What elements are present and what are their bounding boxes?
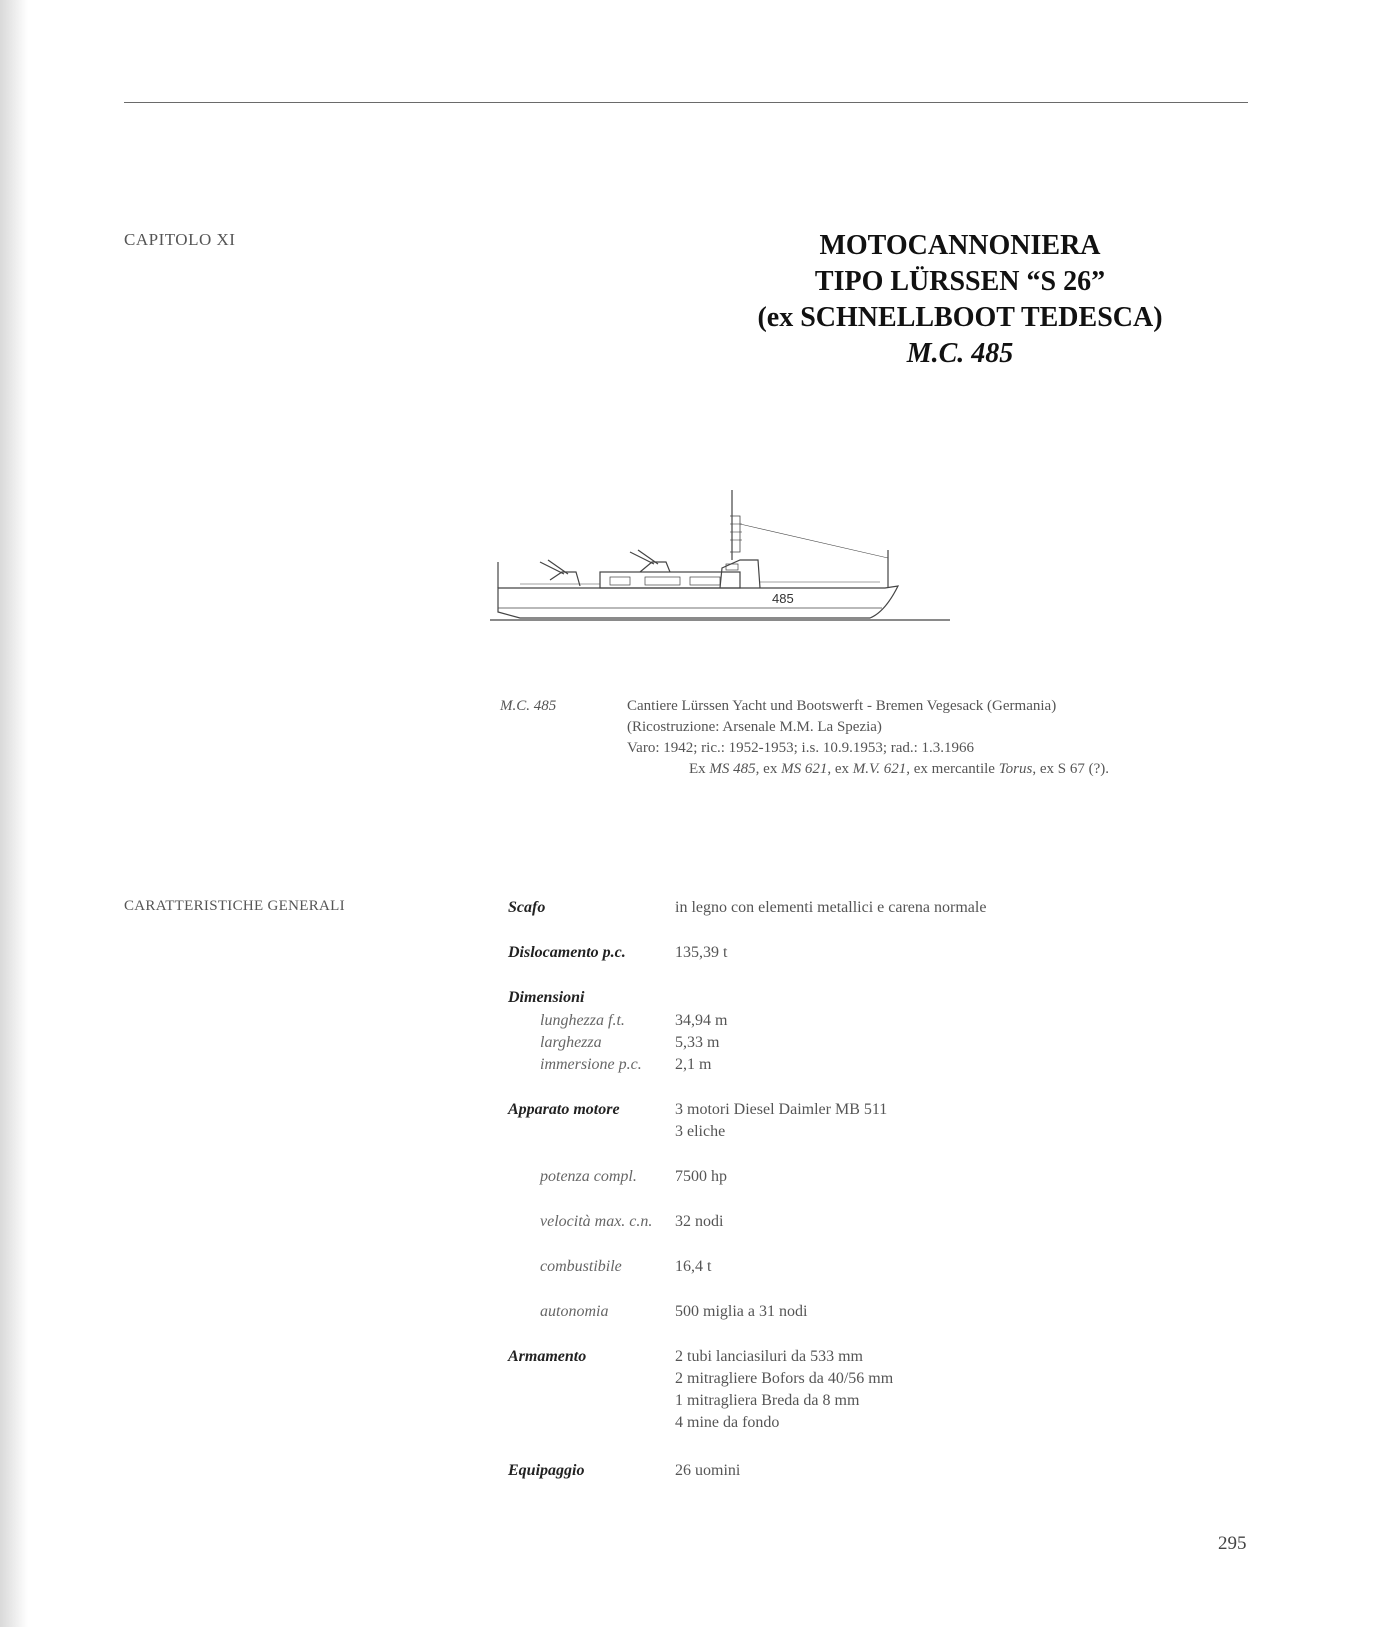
spec-value-velocita: 32 nodi bbox=[675, 1213, 724, 1230]
spec-label-dislocamento: Dislocamento p.c. bbox=[508, 944, 626, 961]
history-text-part: , ex S 67 (?). bbox=[1032, 761, 1110, 777]
history-former-name: Torus bbox=[998, 761, 1033, 777]
spec-label-immersione: immersione p.c. bbox=[540, 1056, 642, 1073]
history-text-part: , ex mercantile bbox=[906, 761, 999, 777]
history-former-name: M.V. 621 bbox=[852, 761, 907, 777]
title-line-3: (ex SCHNELLBOOT TEDESCA) bbox=[757, 302, 1163, 333]
title-ship-name: M.C. 485 bbox=[906, 338, 1014, 369]
spec-value-armamento-3: 1 mitragliera Breda da 8 mm bbox=[675, 1392, 860, 1409]
section-title: CARATTERISTICHE GENERALI bbox=[124, 898, 345, 914]
title-line-2: TIPO LÜRSSEN “S 26” bbox=[814, 266, 1106, 297]
history-text bbox=[627, 696, 1247, 780]
history-line-3: Varo: 1942; ric.: 1952-1953; i.s. 10.9.1953; rad.: 1.3.1966 bbox=[627, 740, 975, 756]
hull-number: 485 bbox=[772, 591, 794, 606]
spec-label-apparato: Apparato motore bbox=[508, 1101, 620, 1118]
spec-value-dislocamento: 135,39 t bbox=[675, 944, 728, 961]
history-line-1: Cantiere Lürssen Yacht und Bootswerft - Bremen Vegesack (Germania) bbox=[627, 698, 1057, 714]
spec-value-scafo: in legno con elementi metallici e carena normale bbox=[675, 899, 987, 916]
spec-label-scafo: Scafo bbox=[508, 899, 546, 916]
history-former-name: MS 485 bbox=[709, 761, 756, 777]
spec-label-autonomia: autonomia bbox=[540, 1303, 609, 1320]
spec-value-lunghezza: 34,94 m bbox=[675, 1012, 728, 1029]
spec-value-combustibile: 16,4 t bbox=[675, 1258, 712, 1275]
spec-label-larghezza: larghezza bbox=[540, 1034, 602, 1051]
header-rule bbox=[124, 102, 1248, 103]
history-former-name: MS 621 bbox=[781, 761, 828, 777]
ship-profile-drawing bbox=[490, 480, 960, 630]
title-line-1: MOTOCANNONIERA bbox=[819, 230, 1101, 261]
spec-label-equipaggio: Equipaggio bbox=[508, 1462, 585, 1479]
spec-value-equipaggio: 26 uomini bbox=[675, 1462, 741, 1479]
spec-value-eliche: 3 eliche bbox=[675, 1123, 726, 1140]
history-ship-id: M.C. 485 bbox=[500, 698, 557, 714]
spec-label-combustibile: combustibile bbox=[540, 1258, 622, 1275]
history-line-4 bbox=[627, 759, 1247, 780]
scan-edge-shadow bbox=[0, 0, 28, 1627]
spec-label-lunghezza: lunghezza f.t. bbox=[540, 1012, 625, 1029]
spec-value-armamento-1: 2 tubi lanciasiluri da 533 mm bbox=[675, 1348, 863, 1365]
spec-label-armamento: Armamento bbox=[508, 1348, 587, 1365]
history-line-2: (Ricostruzione: Arsenale M.M. La Spezia) bbox=[627, 719, 882, 735]
page-number: 295 bbox=[1218, 1533, 1247, 1554]
spec-value-larghezza: 5,33 m bbox=[675, 1034, 720, 1051]
spec-label-dimensioni: Dimensioni bbox=[508, 989, 585, 1006]
chapter-label: CAPITOLO XI bbox=[124, 230, 236, 249]
history-text-part: , ex bbox=[755, 761, 782, 777]
history-text-part: Ex bbox=[689, 761, 710, 777]
spec-label-velocita: velocità max. c.n. bbox=[540, 1213, 653, 1230]
spec-value-armamento-2: 2 mitragliere Bofors da 40/56 mm bbox=[675, 1370, 894, 1387]
spec-value-autonomia: 500 miglia a 31 nodi bbox=[675, 1303, 808, 1320]
spec-value-motori: 3 motori Diesel Daimler MB 511 bbox=[675, 1101, 888, 1118]
history-text-part: , ex bbox=[827, 761, 853, 777]
spec-value-immersione: 2,1 m bbox=[675, 1056, 712, 1073]
spec-value-armamento-4: 4 mine da fondo bbox=[675, 1414, 780, 1431]
spec-value-potenza: 7500 hp bbox=[675, 1168, 727, 1185]
page-title bbox=[640, 228, 1280, 372]
spec-label-potenza: potenza compl. bbox=[540, 1168, 637, 1185]
